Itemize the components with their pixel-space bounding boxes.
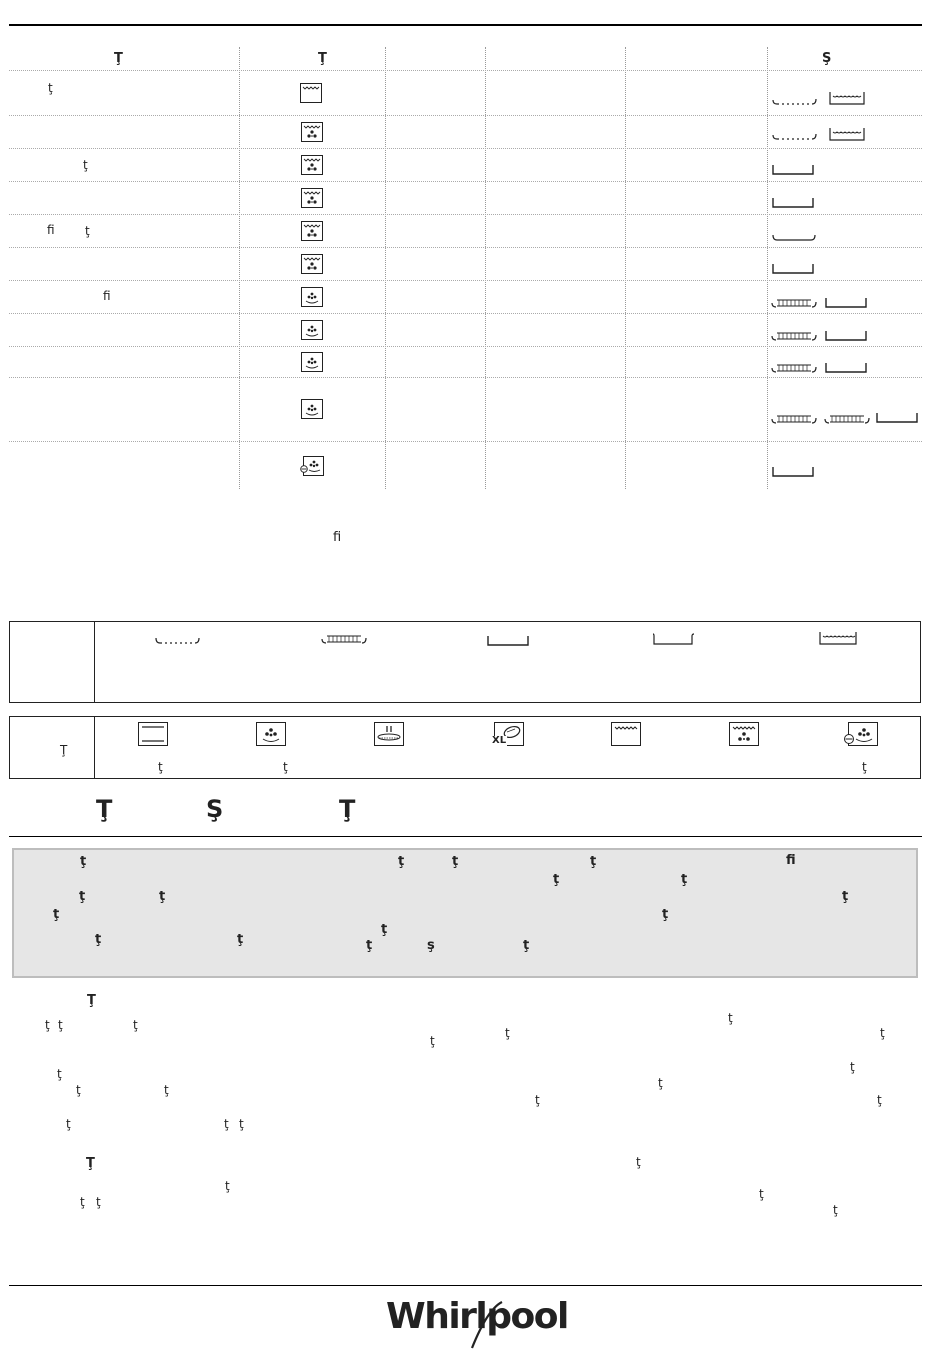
lower-heat-fan-icon [301,254,323,274]
row-glyph: ﬁ [103,289,111,303]
body-glyph: ţ [658,1076,663,1090]
tip-glyph: ţ [80,854,87,869]
baking-tray-icon [771,465,815,477]
row-glyph: ţ [85,224,90,238]
row-divider [9,214,922,215]
lower-heat-fan-icon [301,122,323,142]
tip-glyph: ţ [590,854,597,869]
row-divider [9,115,922,116]
wire-rack-icon [771,330,817,342]
tip-glyph: ţ [523,938,530,953]
drip-tray-icon [772,131,818,141]
functions-legend [9,716,921,779]
wire-rack-icon [771,362,817,374]
conventional-icon [138,722,168,746]
row-glyph: ﬁ [47,223,55,237]
body-glyph: ţ [164,1083,169,1097]
row-divider [9,441,922,442]
tip-glyph: ţ [662,907,669,922]
row-glyph: ţ [48,81,53,95]
logo-swoosh [466,1298,506,1352]
body-glyph: ţ [96,1195,101,1209]
body-glyph: ţ [833,1203,838,1217]
row-divider [9,70,922,71]
lower-heat-icon [300,83,322,103]
note-glyph: ﬁ [333,530,342,545]
tip-glyph: ﬁ [786,853,796,868]
body-glyph: ţ [636,1155,641,1169]
column-divider [767,47,768,489]
shallow-tray-icon [771,232,817,242]
section-rule [9,836,922,837]
convection-icon [301,320,323,340]
function-note-glyph: ţ [283,760,288,774]
tip-glyph: ţ [79,889,86,904]
row-divider [9,346,922,347]
convection-icon [301,399,323,419]
body-glyph: ţ [728,1011,733,1025]
footer-rule [9,1285,922,1286]
row-divider [9,280,922,281]
lower-heat-fan-icon [301,188,323,208]
body-glyph: ţ [880,1026,885,1040]
tip-glyph: ţ [95,932,102,947]
column-divider [239,47,240,489]
function-note-glyph: ţ [862,760,867,774]
body-glyph: ţ [430,1034,435,1048]
convection-icon [256,722,286,746]
drip-tray-icon [772,96,818,106]
baking-tray-icon [824,329,868,341]
tip-glyph: ţ [53,907,60,922]
baking-tray-icon [771,163,815,175]
body-glyph: ţ [850,1060,855,1074]
wire-rack-icon [771,413,817,425]
grill-icon [374,722,404,746]
tip-glyph: ş [427,938,435,953]
body-glyph: ţ [76,1083,81,1097]
whirlpool-logo: Whirlpool [386,1296,568,1337]
wire-rack-icon [771,297,817,309]
legend-divider [94,717,95,778]
body-glyph: ţ [225,1179,230,1193]
header-food-glyph: Ţ [114,51,123,66]
row-divider [9,377,922,378]
baking-tray-icon [486,634,530,646]
heading-glyph: Ş [206,795,224,823]
convection-icon [301,287,323,307]
body-glyph: ţ [58,1018,63,1032]
row-divider [9,313,922,314]
legend-divider [94,622,95,702]
deep-pan-icon [828,91,866,105]
tip-glyph: ţ [452,854,459,869]
deep-pan-icon [828,127,866,141]
eco-convection-icon [843,722,879,748]
tip-glyph: ţ [366,938,373,953]
body-glyph: Ţ [86,1156,95,1171]
functions-label-glyph: Ţ [60,743,68,757]
column-divider [625,47,626,489]
body-glyph: ţ [66,1117,71,1131]
heading-glyph: Ţ [339,795,356,823]
column-divider [485,47,486,489]
body-glyph: ţ [505,1026,510,1040]
body-glyph: ţ [57,1067,62,1081]
tip-glyph: ţ [842,889,849,904]
lower-heat-icon [611,722,641,746]
eco-convection-icon [300,456,324,476]
baking-tray-icon [771,196,815,208]
convection-icon [301,352,323,372]
accessories-legend [9,621,921,703]
body-glyph: ţ [239,1117,244,1131]
lower-heat-fan-icon [301,155,323,175]
row-divider [9,148,922,149]
drip-tray-icon [155,635,201,645]
heading-glyph: Ţ [96,795,113,823]
baking-tray-icon [875,411,919,423]
body-glyph: ţ [877,1093,882,1107]
body-glyph: ţ [133,1018,138,1032]
tip-glyph: ţ [159,889,166,904]
xl-label: XL [492,735,507,746]
body-glyph: ţ [45,1018,50,1032]
function-note-glyph: ţ [158,760,163,774]
baking-tray-icon [824,361,868,373]
row-glyph: ţ [83,158,88,172]
tip-glyph: ţ [553,872,560,887]
body-glyph: ţ [759,1187,764,1201]
body-glyph: ţ [80,1195,85,1209]
lower-heat-fan-icon [301,221,323,241]
column-divider [385,47,386,489]
top-rule [9,24,922,26]
row-divider [9,247,922,248]
header-accessory-glyph: Ş [822,51,832,66]
tips-box [12,848,918,978]
body-glyph: ţ [535,1093,540,1107]
tip-glyph: ţ [237,932,244,947]
body-glyph: ţ [224,1117,229,1131]
lower-heat-fan-icon [729,722,759,746]
wire-rack-icon [824,413,870,425]
tip-glyph: ţ [381,922,388,937]
baking-tray-icon [771,262,815,274]
body-glyph: Ţ [87,993,96,1008]
shallow-tray-icon [651,632,697,646]
row-divider [9,181,922,182]
tip-glyph: ţ [681,872,688,887]
baking-tray-icon [824,296,868,308]
deep-pan-icon [818,631,858,645]
tip-glyph: ţ [398,854,405,869]
wire-rack-icon [321,633,367,645]
header-function-glyph: Ţ [318,51,327,66]
